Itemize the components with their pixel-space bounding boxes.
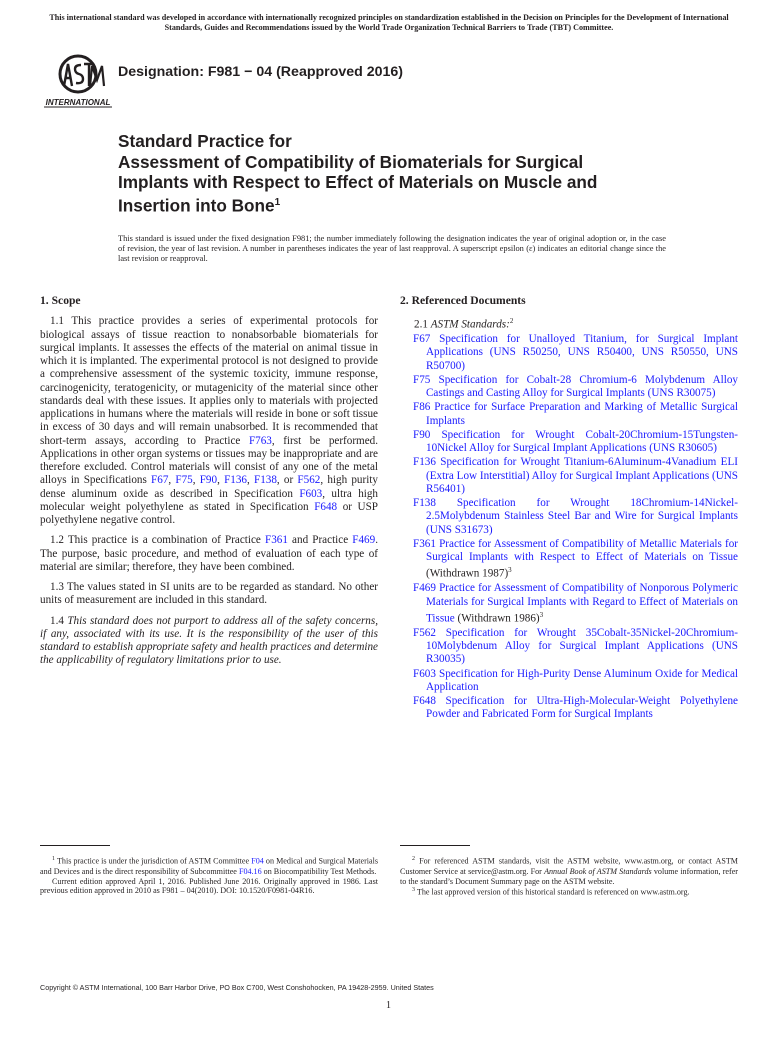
logo-wordmark: INTERNATIONAL: [45, 98, 111, 107]
footnote-divider-left: [40, 845, 110, 846]
footnote-2: $^2$ For referenced ASTM standards, visit the ASTM website, www.astm.org, or contact ASTM Customer Service at service@astm.org. For Annual Book of ASTM Standards volume information, refer to the standard’s Document Summary page on the ASTM website.: [400, 856, 738, 886]
reference-item: [413, 429, 738, 456]
link-f562[interactable]: F562: [297, 474, 321, 487]
title-line-4: [118, 193, 698, 216]
link-f648[interactable]: F648: [314, 500, 338, 513]
reference-code-link[interactable]: F603: [413, 667, 436, 680]
reference-title-link[interactable]: Specification for Wrought 18Chromium-14Nickel-2.5Molybdenum Stainless Steel Bar and Wire for Surgical Implants (UNS S31673): [426, 497, 738, 536]
link-f04-16[interactable]: F04.16: [238, 866, 262, 876]
reference-title-link[interactable]: Specification for Cobalt-28 Chromium-6 Molybdenum Alloy Castings and Casting Alloy for Surgical Implants (UNS R30075): [426, 373, 738, 400]
scope-heading: 1. Scope: [40, 294, 81, 307]
link-f361[interactable]: F361: [265, 534, 288, 547]
reference-item: [413, 582, 738, 625]
reference-item: [413, 401, 738, 428]
document-title: [118, 131, 698, 216]
astm-logo-icon: [42, 52, 114, 108]
footnotes-right: [400, 855, 738, 898]
footnote-divider-right: [400, 845, 470, 846]
referenced-documents-heading: 2. Referenced Documents: [400, 294, 526, 307]
left-column: [40, 294, 378, 675]
reference-footnote-marker: 3: [508, 566, 512, 575]
reference-title-link[interactable]: Specification for Ultra-High-Molecular-Weight Polyethylene Powder and Fabricated Form for Surgical Implants: [426, 695, 738, 721]
title-footnote-marker: 1: [274, 196, 281, 208]
reference-code-link[interactable]: F75: [413, 373, 431, 386]
footnote-3: $^3$ The last approved version of this historical standard is referenced on www.astm.org.: [412, 887, 690, 898]
tbt-notice: This international standard was developed in accordance with internationally recognized principles on standardization established in the Decision on Principles for the Development of International Standards, Guides and Recommendations issued by the World Trade Organization Technical Barriers to Trade (TBT) Committee.: [49, 13, 729, 32]
scope-paragraph-1-2: 1.2 This practice is a combination of Practice F361 and Practice F469. The purpose, basic procedure, and method of evaluation of each type of material are similar; therefore, they have been combined.: [40, 534, 378, 573]
issue-note: This standard is issued under the fixed designation F981; the number immediately following the designation indicates the year of original adoption or, in the case of revision, the year of last revision. A number in parentheses indicates the year of last reapproval. A superscript epsilon (ε) indicates an editorial change since the last revision or reapproval.: [118, 234, 666, 264]
reference-footnote-marker: 3: [539, 610, 544, 619]
reference-item: [413, 668, 738, 695]
reference-code-link[interactable]: F67: [413, 333, 431, 346]
designation: Designation: F981 − 04 (Reapproved 2016): [118, 64, 404, 80]
title-line-1: Standard Practice for: [118, 131, 292, 151]
reference-title-link[interactable]: Specification for Wrought 35Cobalt-35Nickel-20Chromium-10Molybdenum Alloy for Surgical Implant Applications (UNS R30035): [426, 626, 738, 666]
footnotes-left: [40, 855, 378, 896]
reference-code-link[interactable]: F469: [413, 582, 436, 595]
reference-code-link[interactable]: F361: [413, 537, 436, 550]
reference-item: [413, 374, 738, 401]
scope-paragraph-1-3: 1.3 The values stated in SI units are to be regarded as standard. No other units of measurement are included in this standard.: [40, 581, 378, 607]
scope-paragraph-1-1: 1.1 This practice provides a series of experimental protocols for biological assays of tissue reaction to nonabsorbable biomaterials for surgical implants. It assesses the effects of the material on animal tissue in which it is implanted. The experimental protocol is not designed to provide a comprehensive assessment of the systemic toxicity, immune response, carcinogenicity, teratogenicity, or mutagenicity of the material since other standards deal with these issues. It applies only to materials with projected applications in humans where the materials will reside in bone or soft tissue in excess of 30 days and will remain unabsorbed. It is recommended that short-term assays, according to Practice F763, first be performed. Applications in other organ systems or tissues may be inappropriate and are therefore excluded. Control materials will consist of any one of the metal alloys in Specifications F67, F75, F90, F136, F138, or F562, high purity dense aluminum oxide as described in Specification F603, ultra high molecular weight polyethylene as stated in Specification F648 or USP polyethylene negative control.: [40, 315, 379, 526]
reference-item: [413, 456, 738, 496]
scope-paragraph-1-4: 1.4 This standard does not purport to address all of the safety concerns, if any, associated with its use. It is the responsibility of the user of this standard to establish appropriate safety and health practices and determine the applicability of regulatory limitations prior to use.: [40, 614, 378, 667]
reference-code-link[interactable]: F138: [413, 497, 436, 510]
link-f75[interactable]: F75: [175, 474, 193, 487]
link-f136[interactable]: F136: [224, 474, 247, 487]
title-line-3: Implants with Respect to Effect of Materials on Muscle and: [118, 172, 598, 192]
astm-standards-subheading: 2.1 ASTM Standards:$^2$: [414, 317, 514, 331]
title-line-4-text: Insertion into Bone: [118, 195, 275, 216]
reference-item: [413, 695, 738, 722]
link-f90[interactable]: F90: [199, 474, 218, 487]
link-f138[interactable]: F138: [254, 474, 277, 487]
reference-code-link[interactable]: F136: [413, 456, 436, 469]
footnote-1: $^1$ This practice is under the jurisdiction of ASTM Committee F04 on Medical and Surgical Materials and Devices and is the direct responsibility of Subcommittee F04.16 on Biocompatibility Test Methods.: [40, 856, 379, 876]
reference-item: [413, 497, 738, 537]
right-column: [400, 294, 738, 723]
link-f04[interactable]: F04: [251, 856, 264, 866]
reference-code-link[interactable]: F648: [413, 695, 436, 708]
title-line-2: Assessment of Compatibility of Biomaterials for Surgical: [118, 151, 584, 172]
reference-title-link[interactable]: Specification for Unalloyed Titanium, for Surgical Implant Applications (UNS R50250, UNS R50400, UNS R50550, UNS R50700): [426, 333, 738, 372]
reference-title-link[interactable]: Practice for Assessment of Compatibility of Metallic Materials for Surgical Implants with Respect to Effect of Materials on Tissue: [426, 537, 738, 564]
link-f603[interactable]: F603: [299, 487, 323, 500]
reference-item: [413, 538, 738, 581]
reference-status: (Withdrawn 1986): [454, 612, 540, 625]
reference-title-link[interactable]: Specification for High-Purity Dense Aluminum Oxide for Medical Application: [426, 667, 738, 693]
page-number: 1: [386, 1000, 391, 1011]
reference-item: [413, 333, 738, 373]
reference-title-link[interactable]: Specification for Wrought Cobalt-20Chromium-15Tungsten-10Nickel Alloy for Surgical Implant Applications (UNS R30605): [426, 428, 738, 455]
link-f469[interactable]: F469: [352, 534, 376, 547]
footnote-edition: Current edition approved April 1, 2016. Published June 2016. Originally approved in 1986. Last previous edition approved in 2010 as F981 – 04(2010). DOI: 10.1520/F0981-04R16.: [40, 876, 378, 896]
reference-title-link[interactable]: Practice for Assessment of Compatibility of Nonporous Polymeric Materials for Surgical Implants with Regard to Effect of Materials on Tissue: [426, 582, 738, 625]
reference-status: (Withdrawn 1987): [426, 568, 509, 581]
link-f67[interactable]: F67: [151, 474, 169, 487]
reference-code-link[interactable]: F562: [413, 626, 436, 639]
reference-item: [413, 627, 738, 667]
link-f763[interactable]: F763: [248, 434, 272, 447]
reference-list: [400, 333, 738, 721]
reference-code-link[interactable]: F90: [413, 428, 431, 441]
reference-title-link[interactable]: Practice for Surface Preparation and Marking of Metallic Surgical Implants: [426, 401, 738, 427]
reference-title-link[interactable]: Specification for Wrought Titanium-6Aluminum-4Vanadium ELI (Extra Low Interstitial) Alloy for Surgical Implant Applications (UNS R56401): [426, 456, 738, 495]
copyright-line: Copyright © ASTM International, 100 Barr Harbor Drive, PO Box C700, West Conshohocken, PA 19428-2959. United States: [40, 983, 434, 992]
reference-code-link[interactable]: F86: [413, 401, 431, 414]
